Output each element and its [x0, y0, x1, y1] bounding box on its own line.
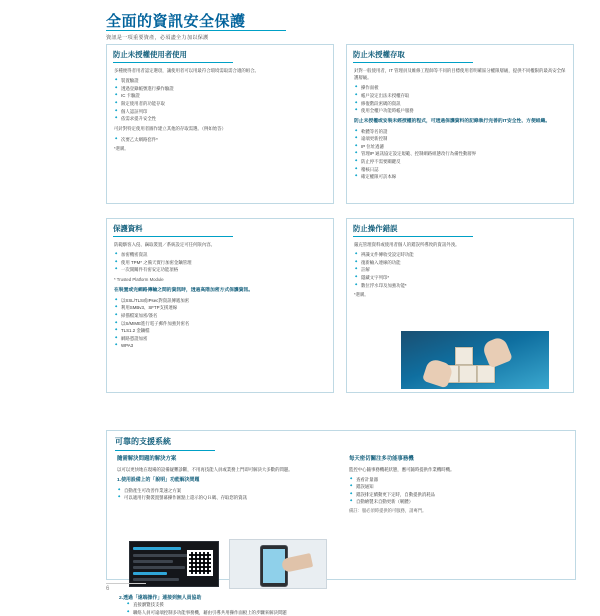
- list-item: ◆ IP 位址過濾: [361, 143, 567, 150]
- device-help-screenshot: [129, 541, 219, 587]
- support-right-body: 監控中心隨事務機耗狀態，應可隨時提供作業機時機。: [349, 466, 455, 472]
- panel-heading: 保護資料: [113, 224, 143, 233]
- list-item: ◆ 使用 TPM* 之備天實行加密金鑰管理: [121, 259, 327, 266]
- left-margin: [0, 0, 78, 600]
- panel-unauthorized-access: [346, 44, 574, 204]
- panel-heading-divider: [113, 236, 233, 237]
- page-subtitle: 資訊是一項重要資產，必須盡全力加以保護: [106, 35, 209, 41]
- panel-note-list: [114, 136, 327, 143]
- support-right-footnote: 備註：服必須時提供的可服務，請專門。: [349, 508, 427, 514]
- panel-intro: 防範駭客入侵、竊取裝置／系統設定可任何限內容。: [114, 242, 215, 247]
- support-right-column: [349, 455, 567, 517]
- list-item: ◆ 操作面板: [361, 84, 567, 91]
- list-item: ◆ 軟體等名的證: [361, 128, 567, 135]
- support-right-heading: 每天密切關注多功能事務機: [349, 456, 414, 462]
- panel-body: [354, 67, 567, 183]
- support-step1-title: 1.使用設備上的「說明」功能解決問題: [117, 477, 200, 483]
- panel-intro: 嚴充管理資料或使用者個人的錯誤所導致的資訊外洩。: [354, 242, 460, 247]
- support-left-heading: 隨需解決問題的解決方案: [117, 456, 177, 462]
- page-content: [78, 0, 600, 615]
- list-item: ◆ 裝置驗證: [121, 77, 327, 84]
- list-item: ◆ 隱藏文字列印*: [361, 274, 565, 281]
- panel-footnote: *選購。: [114, 145, 129, 151]
- panel-footnote: * Trusted Platform Module: [114, 276, 164, 282]
- list-item: ◆ 聯絡人員可遠端控制多功能事務機，藉由引導共用操作面板上的步驟來解決問題: [133, 609, 338, 616]
- panel-sub-bullet-list: [354, 128, 567, 181]
- list-item: ◆ IC 卡驗證: [121, 92, 327, 99]
- list-item: ◆ 依需求提升安全性: [121, 115, 327, 122]
- support-right-list: [349, 476, 567, 506]
- page-number: 6: [106, 586, 110, 592]
- page-title: 全面的資訊安全保護: [106, 13, 246, 30]
- list-item: ◆ 以S/MIME進行電子郵件加強封密名: [121, 320, 327, 327]
- panel-heading: 防止未授權使用者使用: [113, 50, 187, 59]
- title-divider: [106, 30, 286, 31]
- list-item: ◆ 利用SMBv3、SFTP支援連線: [121, 304, 327, 311]
- list-item: ◆ 個人認証列印: [121, 108, 327, 115]
- list-item: ◆ 防止停不需要關鍵反: [361, 158, 567, 165]
- list-item: ◆ 帳戶設定出法未授權存取: [361, 92, 567, 99]
- panel-footnote: *選購。: [354, 291, 369, 297]
- support-system-section: [106, 430, 576, 615]
- panel-sub-bullet-list: [114, 297, 327, 350]
- list-item: ◆ 自動繪製未自動更新（韌體）: [356, 498, 567, 505]
- list-item: ◆ 復新輸入連線的功能: [361, 259, 565, 266]
- panel-protect-data: [106, 218, 334, 393]
- panel-unauthorized-use: [106, 44, 334, 204]
- list-item: ◆ 自動產生可改善作業速之方案: [124, 487, 332, 494]
- panel-bullet-list: [114, 77, 327, 122]
- panel-heading-divider: [353, 236, 473, 237]
- list-item: ◆ 一次開關件有密安定功能項格: [121, 266, 327, 273]
- support-step2-title: 2.透過「遠端操作」連接到無人員協助: [119, 596, 202, 601]
- panel-body: [114, 67, 327, 155]
- list-item: ◆ 以SSL/TLS或IPsec對資訊傳遞加密: [121, 297, 327, 304]
- support-left-body: 以可以更快地在現場的設備疑難診斷，不用再技能人員或業務上門即可解決大多數的問題。: [117, 466, 293, 472]
- list-item: ◆ 辨識文件傳收受設定時功能: [361, 251, 565, 258]
- panel-note-title: 可針對特定使用者圖作建立其他的存取需選。（例如始答）: [114, 126, 226, 132]
- list-item: ◆ 限定使用者的功能存取: [121, 100, 327, 107]
- support-left-column: [117, 455, 332, 615]
- panel-bullet-list: [114, 251, 327, 273]
- list-item: ◆ 透過登錄帳號進行操作驗證: [121, 85, 327, 92]
- list-item: ◆ 可以適用行動裝置螢幕操作匯點上還示的ＱＲ碼、存取您的資訊: [124, 494, 332, 501]
- list-item: ◆ 掃描檔案加密/簽名: [121, 312, 327, 319]
- list-item: ◆ 遠端更新控制: [361, 135, 567, 142]
- support-step1-list: [117, 487, 332, 502]
- panel-heading-divider: [113, 62, 233, 63]
- list-item: ◆ TLS1.2 金鑰檔: [121, 327, 327, 334]
- qr-code-icon: [187, 550, 213, 576]
- list-item: ◆ 修復階段密碼的資訊: [361, 100, 567, 107]
- list-item: ◆ 錯誤排定續動更下定時，自動提供消耗品: [356, 491, 567, 498]
- list-item: ◆ 註解: [361, 266, 565, 273]
- panel-heading-divider: [353, 62, 473, 63]
- panel-subheading: 在裝置或完網路傳輸之間的資訊時，透過高階加密方式保護資訊。: [114, 288, 254, 294]
- panel-prevent-operation-errors: [346, 218, 574, 393]
- hands-building-blocks-photo: [401, 331, 549, 389]
- support-step2-list: [126, 601, 338, 616]
- list-item: ◆ 使用全權戶功能時帳戶服務: [361, 107, 567, 114]
- panel-body: [354, 241, 565, 301]
- list-item: ◆ WPA3: [121, 342, 327, 349]
- support-title: 可靠的支援系統: [115, 437, 171, 446]
- list-item: ◆ 確定權限可訪本線: [361, 173, 567, 180]
- list-item: ◆ 直接瀏覽技支援: [133, 601, 338, 608]
- panel-heading: 防止未授權存取: [353, 50, 405, 59]
- panel-bullet-list: [354, 251, 565, 289]
- panel-body: [114, 241, 327, 353]
- support-title-divider: [115, 450, 215, 451]
- panel-intro: 針對一般使用者，IT 管理員及維修工程師等不同的目標使用者明確區分權限層級，提供不同權限的最高安全保護層級。: [354, 68, 566, 81]
- list-item: ◆ 次要乙太網路套件*: [121, 136, 327, 143]
- panel-bullet-list: [354, 84, 567, 114]
- list-item: ◆ 錯誤通知: [356, 483, 567, 490]
- page-number-divider: [106, 583, 146, 584]
- list-item: ◆ 數位浮水印及加強功能*: [361, 282, 565, 289]
- list-item: ◆ 管理IP 通訊協定設定規範、控制網路組態改行為備性動層界: [361, 150, 567, 157]
- list-item: ◆ 稽核日誌: [361, 166, 567, 173]
- list-item: ◆ 網路憑證加密: [121, 335, 327, 342]
- panel-subheading: 防止未授權或安裝未經授權的程式，可透過保護資料的記錄執行完善的IT安全性、方便組織。: [354, 119, 551, 125]
- list-item: ◆ 查看計量器: [356, 476, 567, 483]
- list-item: ◆ 加密機密資訊: [121, 251, 327, 258]
- panel-intro: 多種便得者用者認定選項，讓使用者可以用最符合環境需取需合適的組合。: [114, 68, 259, 73]
- panel-heading: 防止操作錯誤: [353, 224, 398, 233]
- mobile-scan-screenshot: [229, 539, 327, 589]
